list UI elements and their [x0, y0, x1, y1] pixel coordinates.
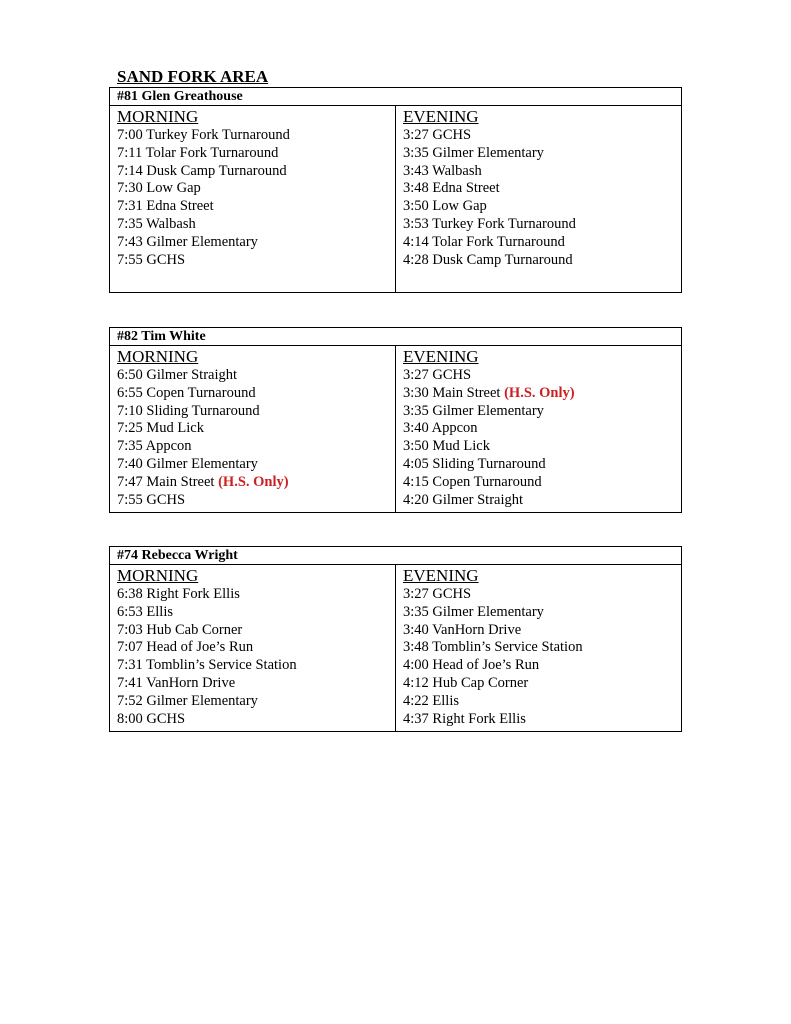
route-header: #82 Tim White [110, 328, 681, 346]
stop-place: Gilmer Elementary [432, 402, 544, 419]
stop-time: 6:53 [117, 603, 143, 620]
stop-time: 3:35 [403, 402, 429, 419]
morning-stop-list [117, 127, 395, 269]
stop-time: 4:00 [403, 657, 429, 674]
stop-row [117, 367, 395, 385]
stop-time: 7:35 [117, 438, 143, 455]
stop-place: VanHorn Drive [146, 674, 236, 691]
stop-row [117, 403, 395, 421]
stop-row [117, 711, 395, 729]
stop-time: 7:47 [117, 473, 143, 490]
stop-place: Hub Cap Corner [432, 674, 529, 691]
stop-place: Walbash [146, 215, 196, 232]
stop-row [403, 586, 681, 604]
stop-row [117, 604, 395, 622]
stop-time: 3:40 [403, 621, 429, 638]
stop-place: Main Street [146, 473, 215, 490]
stop-row [403, 163, 681, 181]
stop-time: 3:35 [403, 603, 429, 620]
stop-place: Hub Cab Corner [146, 621, 243, 638]
evening-stop-list [403, 586, 681, 728]
stop-time: 7:40 [117, 455, 143, 472]
stop-time: 4:22 [403, 692, 429, 709]
stop-time: 4:12 [403, 674, 429, 691]
stop-place: Gilmer Elementary [432, 144, 544, 161]
route-header: #81 Glen Greathouse [110, 88, 681, 106]
hs-only-note: (H.S. Only) [504, 384, 575, 401]
stop-time: 7:07 [117, 639, 143, 656]
stop-place: Mud Lick [146, 420, 204, 437]
morning-column [110, 565, 396, 731]
stop-time: 7:55 [117, 491, 143, 508]
stop-time: 7:43 [117, 233, 143, 250]
stop-place: Right Fork Ellis [432, 710, 526, 727]
stop-place: Appcon [431, 420, 478, 437]
evening-stop-list [403, 127, 681, 269]
stop-place: Ellis [146, 603, 173, 620]
stop-place: Gilmer Straight [432, 491, 524, 508]
stop-place: Ellis [432, 692, 459, 709]
stop-row [117, 693, 395, 711]
stop-row [117, 198, 395, 216]
stop-place: GCHS [432, 127, 472, 143]
stop-place: Tolar Fork Turnaround [145, 144, 279, 161]
stop-place: Right Fork Ellis [146, 586, 240, 602]
stop-row [403, 367, 681, 385]
stop-time: 6:38 [117, 586, 143, 602]
morning-stop-list [117, 586, 395, 728]
stop-place: Dusk Camp Turnaround [146, 162, 287, 179]
stop-place: Gilmer Elementary [146, 455, 258, 472]
stop-row [403, 216, 681, 234]
stop-place: Sliding Turnaround [432, 455, 546, 472]
stop-row [117, 492, 395, 510]
stop-time: 7:00 [117, 127, 143, 143]
stop-place: Main Street [432, 384, 501, 401]
stop-place: Mud Lick [432, 438, 490, 455]
hs-only-note: (H.S. Only) [218, 473, 289, 490]
stop-time: 7:35 [117, 215, 143, 232]
stop-time: 3:30 [403, 384, 429, 401]
stop-row [117, 180, 395, 198]
stop-time: 3:50 [403, 438, 429, 455]
stop-place: Head of Joe’s Run [432, 657, 540, 674]
stop-place: Copen Turnaround [146, 384, 256, 401]
stop-row [117, 657, 395, 675]
evening-heading: EVENING [403, 566, 479, 585]
stop-row [117, 420, 395, 438]
stop-place: Tomblin’s Service Station [146, 657, 297, 674]
stop-time: 7:31 [117, 198, 143, 215]
stop-place: Low Gap [432, 198, 487, 215]
morning-column [110, 106, 396, 292]
stop-place: Gilmer Straight [146, 367, 238, 383]
stop-place: Edna Street [432, 180, 500, 197]
stop-row [117, 586, 395, 604]
stop-place: Head of Joe’s Run [146, 639, 254, 656]
stop-time: 3:50 [403, 198, 429, 215]
stop-time: 3:27 [403, 586, 429, 602]
stop-row [117, 675, 395, 693]
stop-row [403, 403, 681, 421]
stop-row [403, 420, 681, 438]
morning-column [110, 346, 396, 512]
stop-row [403, 252, 681, 270]
stop-time: 3:27 [403, 367, 429, 383]
stop-place: Edna Street [146, 198, 214, 215]
stop-row [403, 711, 681, 729]
stop-time: 3:53 [403, 215, 429, 232]
morning-heading: MORNING [117, 347, 199, 366]
stop-row [117, 438, 395, 456]
stop-row [403, 657, 681, 675]
stop-place: Gilmer Elementary [146, 233, 258, 250]
stop-time: 7:55 [117, 251, 143, 268]
area-title: SAND FORK AREA [117, 67, 269, 86]
stop-place: Tomblin’s Service Station [432, 639, 583, 656]
stop-place: GCHS [432, 586, 472, 602]
stop-place: Appcon [145, 438, 192, 455]
stop-place: Dusk Camp Turnaround [432, 251, 573, 268]
route-body [110, 565, 681, 731]
morning-heading: MORNING [117, 566, 199, 585]
morning-stop-list [117, 367, 395, 509]
stop-row [403, 438, 681, 456]
evening-column [396, 346, 681, 512]
stop-row [117, 216, 395, 234]
stop-time: 3:27 [403, 127, 429, 143]
stop-place: Gilmer Elementary [146, 692, 258, 709]
evening-heading: EVENING [403, 107, 479, 126]
stop-time: 4:20 [403, 491, 429, 508]
stop-row [117, 639, 395, 657]
stop-place: Sliding Turnaround [146, 402, 260, 419]
stop-row [117, 456, 395, 474]
stop-time: 4:37 [403, 710, 429, 727]
stop-row [117, 474, 395, 492]
stop-time: 8:00 [117, 710, 143, 727]
stop-row [403, 385, 681, 403]
route-header: #74 Rebecca Wright [110, 547, 681, 565]
stop-row [117, 622, 395, 640]
stop-row [403, 234, 681, 252]
evening-stop-list [403, 367, 681, 509]
stop-place: GCHS [146, 491, 186, 508]
stop-row [403, 622, 681, 640]
stop-row [403, 145, 681, 163]
stop-row [403, 492, 681, 510]
stop-time: 3:35 [403, 144, 429, 161]
stop-row [403, 604, 681, 622]
stop-row [403, 639, 681, 657]
stop-time: 4:28 [403, 251, 429, 268]
stop-time: 6:50 [117, 367, 143, 383]
stop-place: Low Gap [146, 180, 201, 197]
stop-time: 7:52 [117, 692, 143, 709]
stop-place: Walbash [432, 162, 482, 179]
stop-time: 3:40 [403, 420, 429, 437]
stop-time: 7:14 [117, 162, 143, 179]
stop-row [117, 252, 395, 270]
stop-time: 4:15 [403, 473, 429, 490]
stop-row [117, 385, 395, 403]
stop-time: 3:48 [403, 180, 429, 197]
stop-row [403, 456, 681, 474]
stop-place: GCHS [146, 710, 186, 727]
stop-time: 7:41 [117, 674, 143, 691]
stop-row [117, 234, 395, 252]
stop-time: 4:14 [403, 233, 429, 250]
evening-column [396, 565, 681, 731]
stop-place: VanHorn Drive [432, 621, 522, 638]
stop-time: 4:05 [403, 455, 429, 472]
stop-row [403, 474, 681, 492]
stop-row [403, 693, 681, 711]
stop-row [403, 180, 681, 198]
stop-time: 3:43 [403, 162, 429, 179]
route-81-table [109, 87, 682, 293]
stop-row [403, 198, 681, 216]
stop-time: 7:31 [117, 657, 143, 674]
stop-place: GCHS [432, 367, 472, 383]
stop-row [117, 163, 395, 181]
stop-row [117, 145, 395, 163]
stop-time: 3:48 [403, 639, 429, 656]
stop-row [403, 675, 681, 693]
stop-time: 7:25 [117, 420, 143, 437]
stop-time: 7:03 [117, 621, 143, 638]
stop-place: GCHS [146, 251, 186, 268]
route-74-table [109, 546, 682, 732]
route-82-table [109, 327, 682, 513]
stop-row [403, 127, 681, 145]
evening-heading: EVENING [403, 347, 479, 366]
stop-time: 7:10 [117, 402, 143, 419]
stop-place: Tolar Fork Turnaround [432, 233, 565, 250]
stop-place: Gilmer Elementary [432, 603, 544, 620]
stop-place: Turkey Fork Turnaround [432, 215, 576, 232]
morning-heading: MORNING [117, 107, 199, 126]
stop-place: Turkey Fork Turnaround [146, 127, 290, 143]
evening-column [396, 106, 681, 292]
stop-place: Copen Turnaround [432, 473, 542, 490]
stop-time: 7:30 [117, 180, 143, 197]
stop-time: 7:11 [117, 144, 143, 161]
route-body [110, 346, 681, 512]
route-body [110, 106, 681, 292]
stop-row [117, 127, 395, 145]
stop-time: 6:55 [117, 384, 143, 401]
